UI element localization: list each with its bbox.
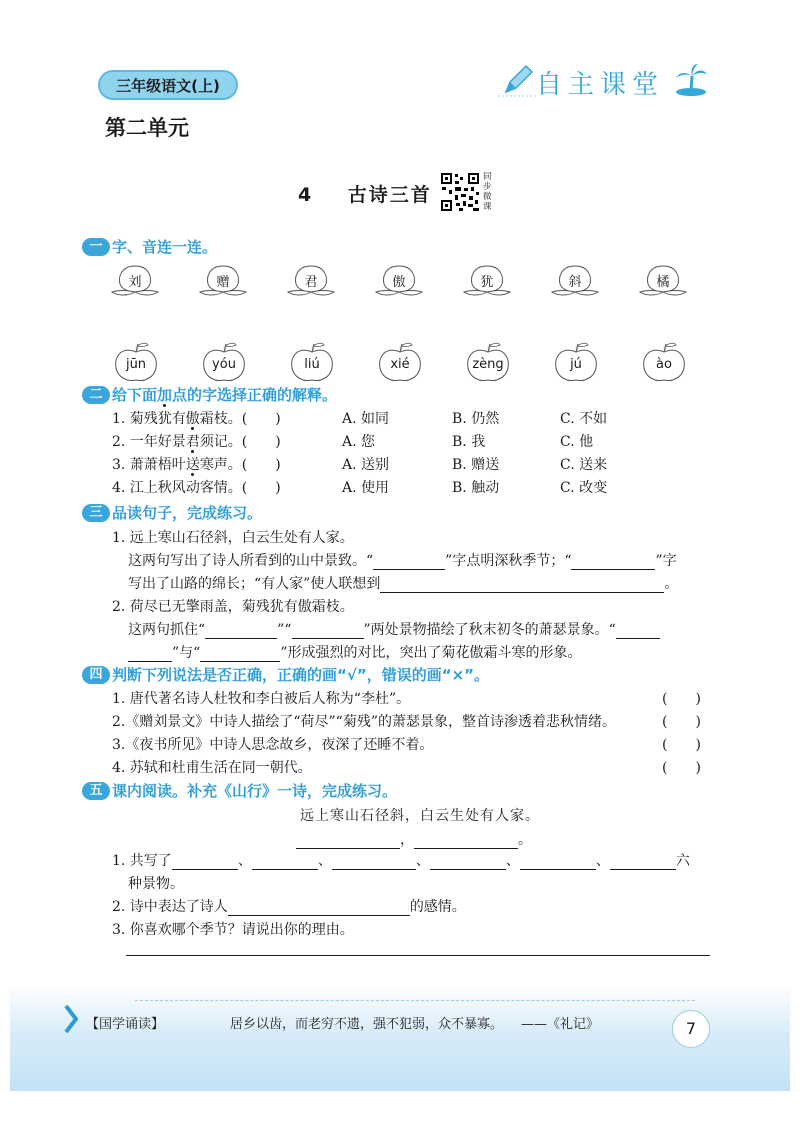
qr-label: 同步微课 — [483, 172, 492, 212]
pinyin-card[interactable] — [640, 342, 688, 384]
footer-tag: 【国学诵读】 — [86, 1017, 165, 1032]
qr-code[interactable] — [440, 172, 480, 212]
blank[interactable] — [610, 855, 676, 870]
q1-poem: 1. 远上寒山石径斜，白云生处有人家。 — [112, 530, 354, 546]
answer-paren[interactable]: ( ) — [662, 691, 701, 707]
dotted-char: 君 — [186, 431, 200, 451]
q5-3: 3. 你喜欢哪个季节？请说出你的理由。 — [112, 922, 354, 938]
choice-question-4 — [112, 477, 281, 497]
text: 2. 诗中表达了诗人 — [112, 899, 228, 915]
section-1-heading — [82, 236, 217, 257]
blank[interactable] — [571, 555, 655, 570]
text: 、 — [237, 853, 252, 869]
palm-island-icon — [674, 62, 708, 98]
blank[interactable] — [373, 555, 445, 570]
pinyin-text: yóu — [212, 357, 236, 372]
q2-poem: 2. 荷尽已无擎雨盖，菊残犹有傲霜枝。 — [112, 599, 354, 615]
text: ”字点明深秋季节；“ — [445, 553, 572, 569]
poem-fill-line — [296, 829, 532, 849]
section-number: 二 — [82, 386, 110, 404]
text: 、 — [317, 853, 332, 869]
blank[interactable] — [430, 855, 506, 870]
pinyin-text: xié — [390, 357, 410, 372]
option-b[interactable]: B. 仍然 — [452, 411, 500, 427]
lesson-name: 古诗三首 — [347, 184, 432, 206]
dotted-char: 动 — [186, 477, 200, 497]
answer-paren[interactable]: 客情。( ) — [199, 480, 281, 496]
character-row — [110, 262, 700, 302]
section-title: 课内阅读。补充《山行》一诗，完成练习。 — [112, 782, 398, 800]
text: ”字 — [655, 553, 677, 569]
section-number: 三 — [82, 504, 110, 522]
text: 六 — [675, 853, 690, 869]
section-title: 字、音连一连。 — [112, 238, 218, 256]
answer-paren[interactable]: 寒声。( ) — [199, 457, 281, 473]
page-number: 7 — [672, 1010, 710, 1048]
text: 的感情。 — [409, 899, 466, 915]
option-c[interactable]: C. 他 — [560, 434, 594, 450]
option-a[interactable]: A. 您 — [342, 434, 376, 450]
answer-paren[interactable]: ( ) — [662, 737, 701, 753]
blank[interactable] — [172, 855, 238, 870]
blank[interactable] — [252, 855, 318, 870]
option-b[interactable]: B. 赠送 — [452, 457, 500, 473]
character-text: 刘 — [128, 275, 142, 290]
quote-text: 居乡以齿，而老穷不遗，强不犯弱，众不暴寡。 — [230, 1017, 504, 1032]
option-c[interactable]: C. 送来 — [560, 457, 608, 473]
blank[interactable] — [296, 834, 400, 849]
option-b[interactable]: B. 我 — [452, 434, 486, 450]
text: 、 — [505, 853, 520, 869]
text: 这两句抓住“ — [128, 622, 206, 638]
question-text: 4. 江上秋风 — [112, 480, 186, 496]
section-title: 品读句子，完成练习。 — [112, 504, 263, 522]
text: 这两句写出了诗人所看到的山中景致。“ — [128, 553, 374, 569]
text: 、 — [595, 853, 610, 869]
blank[interactable] — [292, 624, 364, 639]
blank[interactable] — [205, 624, 277, 639]
pinyin-text: jūn — [125, 357, 147, 372]
q2-line-1 — [128, 619, 660, 639]
pinyin-card[interactable] — [200, 342, 248, 384]
section-title: 给下面加点的字选择正确的解释。 — [112, 386, 338, 404]
poem-given-line: 远上寒山石径斜，白云生处有人家。 — [300, 808, 540, 824]
answer-paren[interactable]: 须记。( ) — [199, 434, 281, 450]
lesson-number: 4 — [298, 184, 314, 206]
option-a[interactable]: A. 送别 — [342, 457, 390, 473]
judge-item-3: 3.《夜书所见》中诗人思念故乡，夜深了还睡不着。 — [112, 737, 434, 753]
judge-item-1: 1. 唐代著名诗人杜牧和李白被后人称为“李杜”。 — [112, 691, 411, 707]
character-card[interactable] — [462, 262, 512, 302]
pinyin-card[interactable] — [376, 342, 424, 384]
character-text: 赠 — [216, 275, 230, 290]
blank[interactable] — [228, 901, 410, 916]
character-card[interactable] — [374, 262, 424, 302]
text: 写出了山路的绵长；“有人家”使人联想到 — [128, 576, 381, 592]
character-text: 斜 — [568, 275, 582, 290]
dotted-char: 送 — [186, 454, 200, 474]
blank[interactable] — [128, 647, 172, 662]
pencil-icon — [498, 60, 538, 100]
quote-source: ——《礼记》 — [521, 1017, 600, 1032]
q2-line-2 — [128, 642, 581, 662]
blank[interactable] — [616, 624, 660, 639]
text: ， — [400, 832, 414, 848]
character-text: 傲 — [392, 275, 406, 290]
footer-quote — [82, 1013, 599, 1032]
grade-badge — [98, 70, 238, 100]
section-number: 四 — [82, 666, 110, 684]
pinyin-card[interactable] — [552, 342, 600, 384]
section-number: 五 — [82, 782, 110, 800]
question-text: 3. 萧萧梧叶 — [112, 457, 186, 473]
blank[interactable] — [380, 578, 664, 593]
section-number: 一 — [82, 238, 110, 256]
choice-question-1 — [112, 408, 281, 428]
character-card[interactable] — [550, 262, 600, 302]
answer-paren[interactable]: ( ) — [662, 760, 701, 776]
q5-1-line-2: 种景物。 — [128, 876, 184, 892]
q1-line-2 — [128, 573, 678, 593]
pinyin-card[interactable] — [112, 342, 160, 384]
pinyin-text: zèng — [472, 357, 504, 372]
text: ”两处景物描绘了秋末初冬的萧瑟景象。“ — [363, 622, 616, 638]
judge-item-2: 2.《赠刘景文》中诗人描绘了“荷尽”“菊残”的萧瑟景象，整首诗渗透着悲秋情绪。 — [112, 714, 616, 730]
answer-line[interactable] — [126, 955, 710, 956]
section-title: 判断下列说法是否正确，正确的画“√”，错误的画“×”。 — [112, 666, 490, 684]
character-card[interactable] — [286, 262, 336, 302]
section-4-heading — [82, 664, 489, 685]
text: 、 — [415, 853, 430, 869]
answer-paren[interactable]: 有傲霜枝。( ) — [171, 411, 281, 427]
pinyin-text: liú — [304, 357, 320, 372]
character-card[interactable] — [638, 262, 688, 302]
pinyin-card[interactable] — [288, 342, 336, 384]
option-a[interactable]: A. 使用 — [342, 480, 390, 496]
character-card[interactable] — [198, 262, 248, 302]
section-5-heading — [82, 780, 397, 801]
pinyin-row — [110, 342, 700, 384]
pinyin-card[interactable] — [464, 342, 512, 384]
text: 。 — [518, 832, 532, 848]
blank[interactable] — [520, 855, 596, 870]
character-text: 君 — [304, 275, 318, 290]
text: 1. 共写了 — [112, 853, 172, 869]
dotted-char: 犹 — [158, 408, 172, 428]
pinyin-text: ào — [656, 357, 672, 372]
text: ”“ — [277, 622, 292, 638]
question-text: 1. 菊残 — [112, 411, 158, 427]
footer-divider — [135, 1000, 695, 1001]
text: ”与“ — [172, 645, 201, 661]
text: 。 — [664, 576, 679, 592]
judge-item-4: 4. 苏轼和杜甫生活在同一朝代。 — [112, 760, 312, 776]
q5-2 — [112, 896, 466, 916]
section-3-heading — [82, 502, 262, 523]
brand-title: 自主课堂 — [536, 70, 665, 100]
option-b[interactable]: B. 触动 — [452, 480, 500, 496]
character-card[interactable] — [110, 262, 160, 302]
blank[interactable] — [414, 834, 518, 849]
choice-question-3 — [112, 454, 281, 474]
brand-logo — [498, 60, 708, 100]
pinyin-text: jú — [570, 357, 582, 372]
lesson-title — [298, 180, 432, 207]
question-text: 2. 一年好景 — [112, 434, 186, 450]
blank[interactable] — [332, 855, 416, 870]
grade-label: 三年级语文(上) — [116, 76, 220, 95]
q1-line-1 — [128, 550, 677, 570]
option-c[interactable]: C. 不如 — [560, 411, 608, 427]
option-a[interactable]: A. 如同 — [342, 411, 390, 427]
text: ”形成强烈的对比，突出了菊花傲霜斗寒的形象。 — [280, 645, 582, 661]
q5-1-line-1 — [112, 850, 690, 870]
option-c[interactable]: C. 改变 — [560, 480, 608, 496]
answer-paren[interactable]: ( ) — [662, 714, 701, 730]
character-text: 犹 — [480, 275, 494, 290]
blank[interactable] — [200, 647, 280, 662]
chevron-right-icon — [64, 1004, 78, 1034]
choice-question-2 — [112, 431, 281, 451]
section-2-heading — [82, 384, 337, 405]
unit-title: 第二单元 — [105, 116, 189, 140]
character-text: 橘 — [656, 275, 670, 290]
